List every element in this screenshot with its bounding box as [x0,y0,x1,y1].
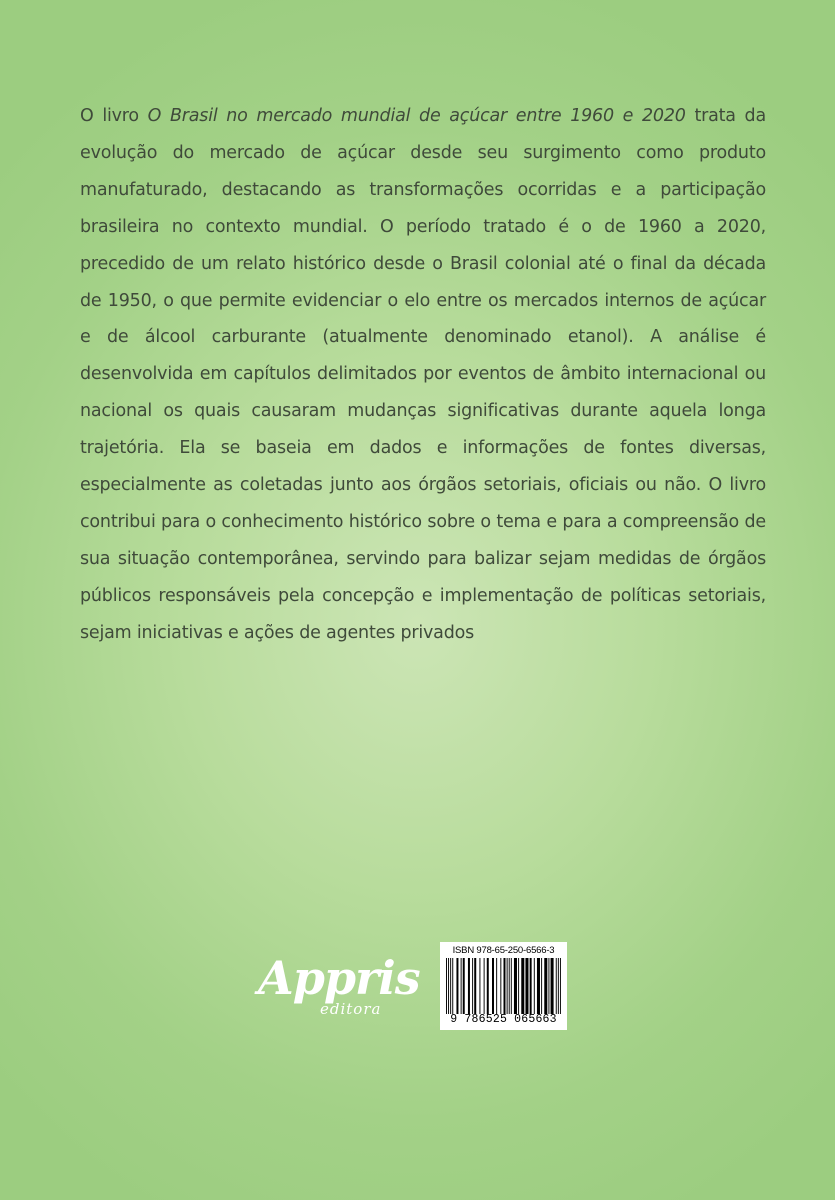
barcode-bar [551,958,554,1014]
barcode-bar [504,958,506,1014]
book-title: O Brasil no mercado mundial de açúcar entre 1960 e 2020 [147,106,686,126]
barcode-bar [463,958,465,1014]
barcode-bar [560,958,561,1014]
barcode-bar [456,958,458,1014]
barcode-bar [507,958,508,1014]
isbn-barcode [440,942,567,1030]
barcode-bar [514,958,517,1014]
barcode-bar [537,958,540,1014]
barcode-bar [548,958,549,1014]
isbn-label: ISBN 978-65-250-6566-3 [452,945,555,956]
barcode-bar [518,958,519,1014]
barcode-bars [446,958,561,1014]
barcode-bar [452,958,453,1014]
barcode-bar [521,958,524,1014]
barcode-bar [509,958,510,1014]
barcode-bar [511,958,512,1014]
barcode-bar [544,958,547,1014]
barcode-bar [558,958,559,1014]
publisher-logo-name: Appris [258,951,420,1005]
barcode-bar [530,958,532,1014]
back-cover-blurb [80,98,766,652]
barcode-digits: 9 786525 065663 [450,1013,557,1026]
barcode-bar [450,958,451,1014]
barcode-bar [556,958,557,1014]
barcode-bar [472,958,473,1014]
blurb-intro: O livro [80,106,148,126]
blurb-body: trata da evolução do mercado de açúcar desde seu surgimento como produto manufaturado, destacando as transformações ocorridas e a participação brasileira no contexto mundial. O período tratado é o de 1960 a 2020, precedido de um relato histórico desde o Brasil colonial até o final da década de 1950, o que permite evidenciar o elo entre os mercados internos de açúcar e de álcool carburante (atualmente denominado etanol). A análise é desenvolvida em capítulos delimitados por eventos de âmbito internacional ou nacional os quais causaram mudanças significativas durante aquela longa trajetória. Ela se baseia em dados e informações de fontes diversas, especialmente as coletadas junto aos órgãos setoriais, oficiais ou não. O livro contribui para o conhecimento histórico sobre o tema e para a compreensão de sua situação contemporânea, servindo para balizar sejam medidas de órgãos públicos responsáveis pela concepção e implementação de políticas setoriais, sejam iniciativas e ações de agentes privados [80,106,766,643]
publisher-logo-sub: editora [320,1000,382,1018]
barcode-bar [446,958,447,1014]
barcode-bar [496,958,497,1014]
barcode-bar [474,958,476,1014]
barcode-bar [461,958,462,1014]
barcode-bar [534,958,535,1014]
publisher-logo [258,948,420,1028]
barcode-bar [468,958,470,1014]
barcode-bar [500,958,501,1014]
barcode-bar [448,958,449,1014]
barcode-bar [492,958,494,1014]
barcode-bar [484,958,485,1014]
barcode-bar [479,958,480,1014]
barcode-bar [487,958,489,1014]
barcode-bar [541,958,542,1014]
barcode-bar [525,958,528,1014]
